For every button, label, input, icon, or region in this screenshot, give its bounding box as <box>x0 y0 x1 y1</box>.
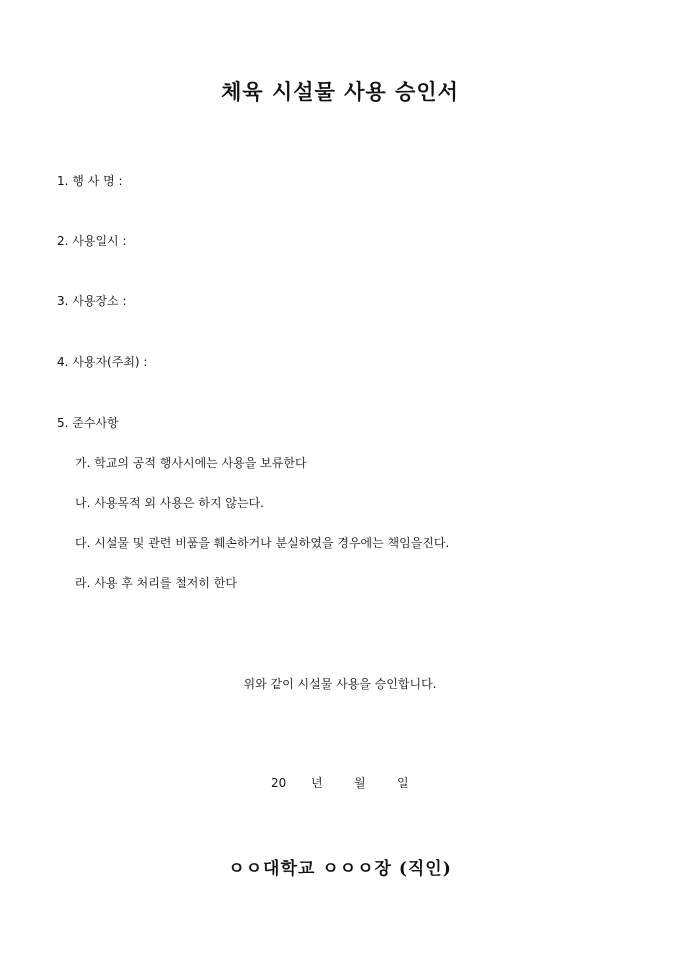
field-user-organizer: 4. 사용자(주최) : <box>57 355 148 369</box>
date-year-unit: 년 <box>311 776 323 790</box>
field-usage-location: 3. 사용장소 : <box>57 294 127 308</box>
compliance-rule: 다. 시설물 및 관련 비품을 훼손하거나 분실하였을 경우에는 책임을진다. <box>75 536 450 550</box>
approval-statement: 위와 같이 시설물 사용을 승인합니다. <box>243 677 437 691</box>
signature-line: ㅇㅇ대학교 ㅇㅇㅇ장 (직인) <box>228 859 452 879</box>
field-event-name: 1. 행 사 명 : <box>57 174 123 188</box>
compliance-rule: 라. 사용 후 처리를 철저히 한다 <box>75 576 237 590</box>
compliance-rule: 가. 학교의 공적 행사시에는 사용을 보류한다 <box>75 456 307 470</box>
date-year: 20 <box>271 776 287 790</box>
field-compliance-heading: 5. 준수사항 <box>57 416 119 430</box>
date-day-unit: 일 <box>397 776 409 790</box>
document-title: 체육 시설물 사용 승인서 <box>221 79 459 104</box>
compliance-rule: 나. 사용목적 외 사용은 하지 않는다. <box>75 496 264 510</box>
date-month-unit: 월 <box>354 776 366 790</box>
field-usage-datetime: 2. 사용일시 : <box>57 234 127 248</box>
